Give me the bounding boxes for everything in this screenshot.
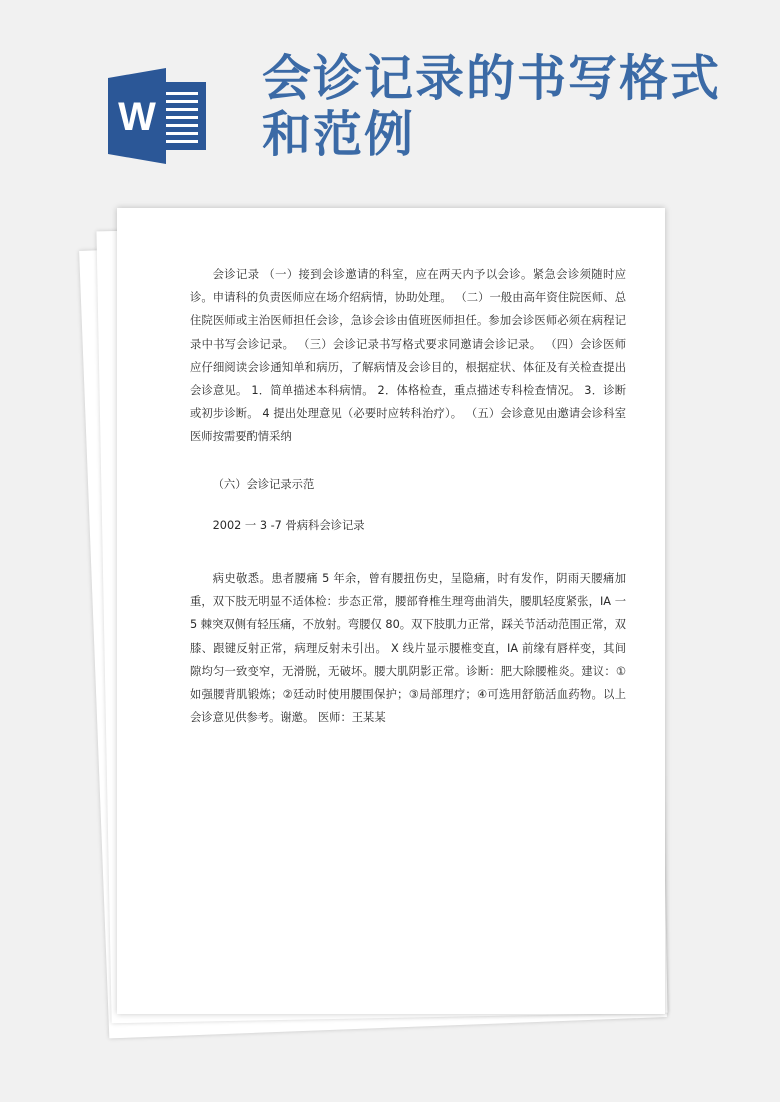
document-body — [190, 263, 626, 729]
logo-letter: W — [118, 95, 156, 139]
record-body: 病史敬悉。患者腰痛 5 年余，曾有腰扭伤史，呈隐痛，时有发作，阴雨天腰痛加重，双下肢无明显不适体检：步态正常，腰部脊椎生理弯曲消失，腰肌轻度紧张，IA 一 5 棘突双侧有轻压痛，不放射。弯腰仅 80。双下肢肌力正常，踩关节活动范围正常，双膝、跟键反射正常，病理反射未引出。 X 线片显示腰椎变直，IA 前缘有唇样变，其间隙均匀一致变窄，无滑脱，无破坏。腰大肌阴影正常。诊断：肥大除腰椎炎。建议：①如强腰背肌锻炼；②廷动时使用腰围保护；③局部理疗；④可选用舒筋活血药物。以上会诊意见供参考。谢邀。 医师：王某某 — [190, 572, 626, 725]
record-heading: 2002 一 3 -7 骨病科会诊记录 — [212, 518, 365, 532]
word-icon — [108, 68, 212, 164]
intro-paragraph: 会诊记录 （一）接到会诊邀请的科室，应在两天内予以会诊。紧急会诊须随时应诊。申请科的负责医师应在场介绍病情，协助处理。 （二）一般由高年资住院医师、总住院医师或主治医师担任会诊，急诊会诊由值班医师担任。参加会诊医师必须在病程记录中书写会诊记录。 （三）会诊记录书写格式要求同邀请会诊记录。 （四）会诊医师应仔细阅读会诊通知单和病历，了解病情及会诊目的，根据症状、体征及有关检查提出会诊意见。 1．简单描述本科病情。 2．体格检查，重点描述专科检查情况。 3．诊断或初步诊断。 4 提出处理意见（必要时应转科治疗）。 （五）会诊意见由邀请会诊科室医师按需要酌情采纳 — [190, 268, 626, 444]
section-heading: （六）会诊记录示范 — [212, 477, 315, 491]
page-title: 会诊记录的书写格式和范例 — [262, 49, 722, 163]
